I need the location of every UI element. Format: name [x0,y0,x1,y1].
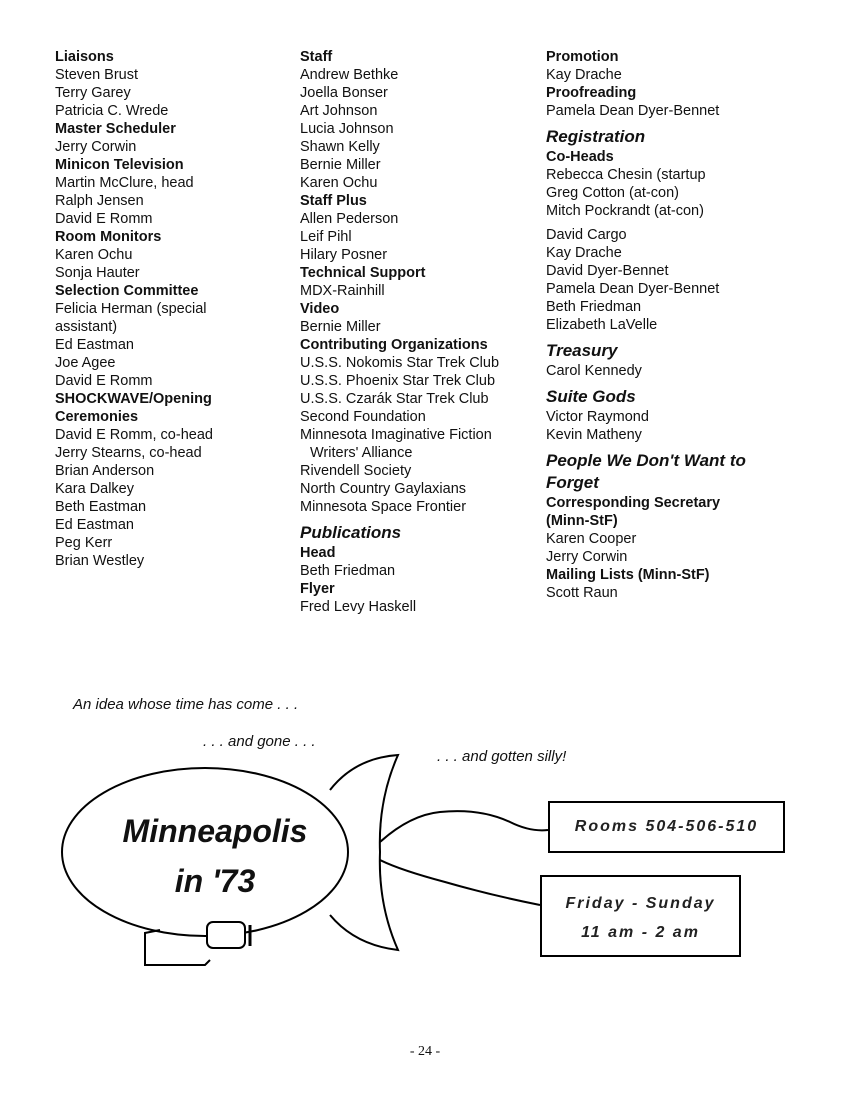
staff-name: Rebecca Chesin (startup [546,167,706,183]
section-heading: Liaisons [55,49,114,65]
caption-gone: . . . and gone . . . [203,733,316,750]
section-heading: Mailing Lists (Minn-StF) [546,567,710,583]
section-heading: Staff Plus [300,193,367,209]
staff-name: MDX-Rainhill [300,283,385,299]
staff-name: Pamela Dean Dyer-Bennet [546,103,720,119]
staff-name: Brian Westley [55,553,145,569]
staff-name: Terry Garey [55,85,131,101]
staff-name: Karen Ochu [55,247,133,263]
section-heading: Video [300,301,340,317]
blimp-title-line1: Minneapolis [122,813,308,849]
organization-name: Minnesota Space Frontier [300,499,467,515]
caption-idea: An idea whose time has come . . . [73,696,299,713]
organization-name: Minnesota Imaginative Fiction [300,427,492,443]
staff-name: Joella Bonser [300,85,388,101]
category-heading-treasury: Treasury [546,341,618,360]
staff-name: Kevin Matheny [546,427,642,443]
staff-name: Karen Cooper [546,531,637,547]
staff-name: Patricia C. Wrede [55,103,169,119]
hours-sign [541,876,740,956]
section-heading: Selection Committee [55,283,199,299]
blimp-title-line2: in '73 [174,863,256,899]
organization-name: Rivendell Society [300,463,412,479]
staff-name: Karen Ochu [300,175,378,191]
staff-name: Carol Kennedy [546,363,642,379]
staff-name: Victor Raymond [546,409,649,425]
staff-name: Allen Pederson [300,211,399,227]
staff-name: Shawn Kelly [300,139,380,155]
staff-name: Jerry Stearns, co-head [55,445,202,461]
staff-name: Scott Raun [546,585,618,601]
staff-name: Bernie Miller [300,319,381,335]
staff-name: Pamela Dean Dyer-Bennet [546,281,720,297]
section-heading: Promotion [546,49,619,65]
organization-name: Writers' Alliance [310,445,413,461]
staff-name: Leif Pihl [300,229,352,245]
staff-name: Martin McClure, head [55,175,194,191]
section-heading: SHOCKWAVE/Opening Ceremonies [55,391,212,425]
hours-sign-times: 11 am - 2 am [581,924,700,941]
category-heading-publications: Publications [300,523,402,542]
staff-name: Kay Drache [546,245,622,261]
staff-name: Hilary Posner [300,247,388,263]
section-heading: Room Monitors [55,229,162,245]
staff-name: Mitch Pockrandt (at-con) [546,203,704,219]
staff-name: David E Romm [55,211,153,227]
section-heading: Contributing Organizations [300,337,488,353]
staff-name: Kay Drache [546,67,622,83]
hours-sign-days: Friday - Sunday [565,895,716,912]
blimp-body [62,768,348,936]
section-heading: Technical Support [300,265,426,281]
staff-name: Fred Levy Haskell [300,599,417,615]
organization-name: Second Foundation [300,409,426,425]
rooms-sign-text: Rooms 504-506-510 [574,818,759,835]
staff-name: Andrew Bethke [300,67,399,83]
staff-name: Sonja Hauter [55,265,140,281]
staff-name: David Cargo [546,227,627,243]
staff-name: Joe Agee [55,355,116,371]
staff-name: Brian Anderson [55,463,155,479]
section-heading: Co-Heads [546,149,614,165]
staff-name: David E Romm [55,373,153,389]
section-heading: Flyer [300,581,335,597]
staff-name: Lucia Johnson [300,121,394,137]
organization-name: U.S.S. Nokomis Star Trek Club [300,355,500,371]
staff-name: David Dyer-Bennet [546,263,669,279]
staff-name: Ed Eastman [55,337,134,353]
category-heading-registration: Registration [546,127,646,146]
section-heading: Head [300,545,336,561]
page-number: - 24 - [409,1044,441,1059]
caption-silly: . . . and gotten silly! [437,748,567,765]
blimp-engine [207,922,245,948]
staff-name: Kara Dalkey [55,481,134,497]
section-heading: Master Scheduler [55,121,176,137]
staff-name: Ralph Jensen [55,193,144,209]
category-heading-suite-gods: Suite Gods [546,387,636,406]
staff-name: Beth Friedman [546,299,642,315]
organization-name: U.S.S. Czarák Star Trek Club [300,391,489,407]
staff-name: Beth Eastman [55,499,147,515]
staff-name: Jerry Corwin [55,139,137,155]
tow-line-lower [380,860,540,905]
section-heading: Staff [300,49,333,65]
section-heading: Minicon Television [55,157,184,173]
staff-name: Felicia Herman (special [55,301,207,317]
section-heading: Proofreading [546,85,637,101]
staff-name: Steven Brust [55,67,139,83]
staff-name: Bernie Miller [300,157,381,173]
staff-name: Art Johnson [300,103,378,119]
staff-name: Elizabeth LaVelle [546,317,658,333]
staff-name: David E Romm, co-head [55,427,213,443]
organization-name: U.S.S. Phoenix Star Trek Club [300,373,496,389]
organization-name: North Country Gaylaxians [300,481,467,497]
category-heading-people: People We Don't Want to Forget [546,451,746,492]
staff-name: Greg Cotton (at-con) [546,185,679,201]
staff-name: Peg Kerr [55,535,113,551]
staff-name: assistant) [55,319,118,335]
tow-line-upper [380,811,548,842]
staff-name: Ed Eastman [55,517,134,533]
staff-name: Beth Friedman [300,563,396,579]
section-heading: Corresponding Secretary (Minn-StF) [546,495,721,529]
staff-name: Jerry Corwin [546,549,628,565]
